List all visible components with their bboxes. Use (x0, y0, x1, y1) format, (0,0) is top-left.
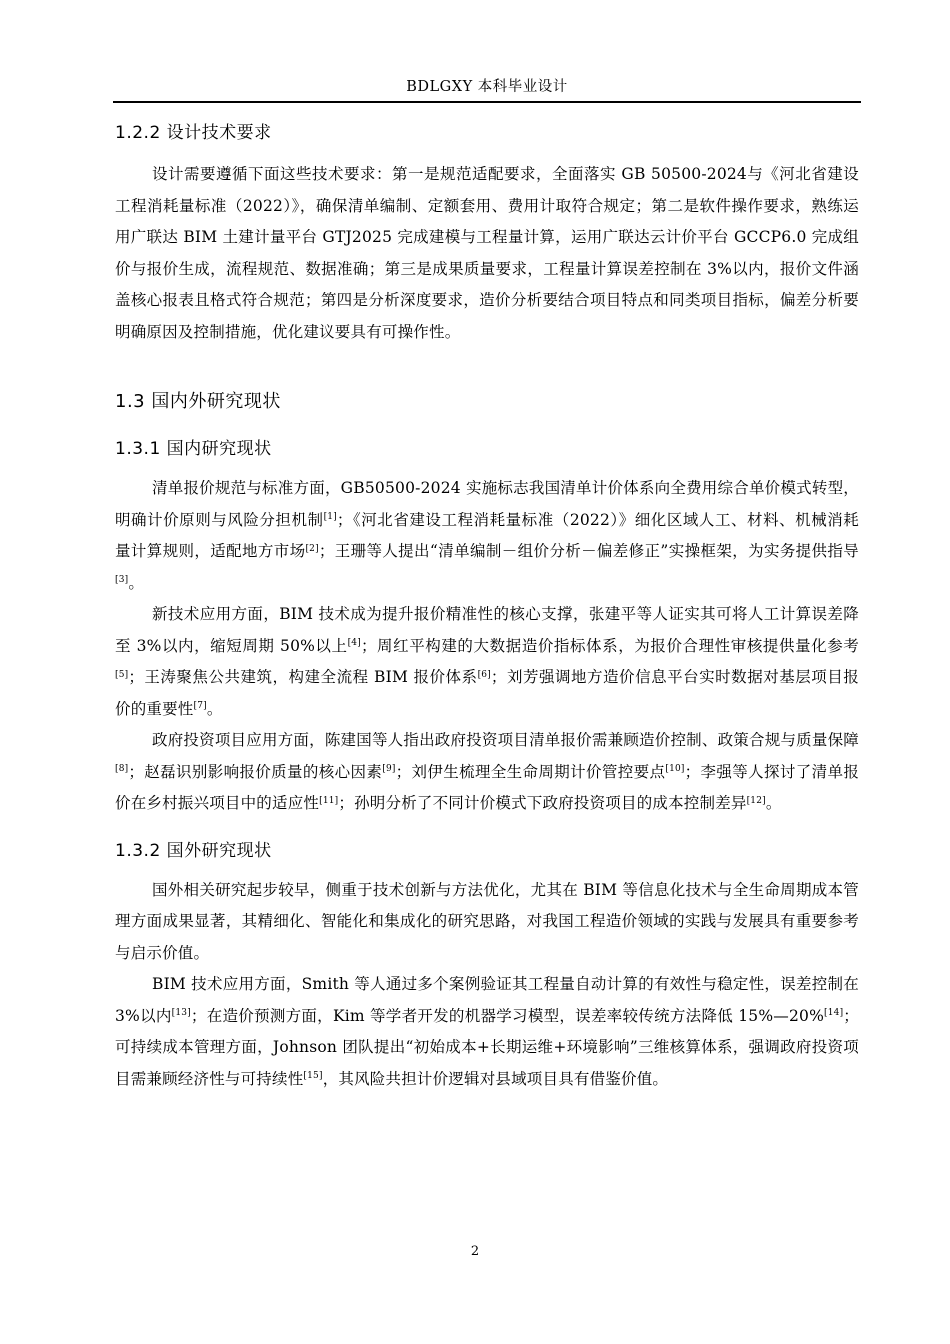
citation-4[interactable]: [4] (347, 638, 361, 649)
paragraph-text: ；赵磊识别影响报价质量的核心因素 (128, 762, 383, 781)
paragraph-text: 政府投资项目应用方面，陈建国等人指出政府投资项目清单报价需兼顾造价控制、政策合规与质量保障 (152, 731, 859, 749)
citation-12[interactable]: [12] (746, 795, 766, 806)
paragraph-text: ；李强等人探讨了清单报价在乡村振兴项目中的适应性 (115, 762, 860, 812)
paragraph-text: 国外相关研究起步较早，侧重于技术创新与方法优化，尤其在 BIM 等信息化技术与全生命周期成本管理方面成果显著，其精细化、智能化和集成化的研究思路，对我国工程造价领域的实践与发展具有重要参考与启示价值。 (115, 880, 859, 962)
citation-8[interactable]: [8] (115, 764, 129, 775)
paragraph (115, 159, 859, 348)
paragraph-text: ；可持续成本管理方面，Johnson 团队提出“初始成本+长期运维+环境影响”三维核算体系，强调政府投资项目需兼顾经济性与可持续性 (115, 1006, 859, 1088)
paragraph (115, 969, 859, 1095)
paragraph-text: ；王涛聚焦公共建筑，构建全流程 BIM 报价体系 (128, 668, 478, 686)
section-body-1-3-1 (115, 473, 859, 820)
header-rule (113, 101, 861, 103)
section-heading-1-3-2: 1.3.2 国外研究现状 (115, 840, 272, 861)
paragraph (115, 599, 859, 725)
paragraph-text: ；周红平构建的大数据造价指标体系，为报价合理性审核提供量化参考 (360, 636, 860, 655)
paragraph-text: ；孙明分析了不同计价模式下政府投资项目的成本控制差异 (338, 794, 747, 812)
paragraph-text: 新技术应用方面，BIM 技术成为提升报价精准性的核心支撑，张建平等人证实其可将人工计算误差降至 3%以内，缩短周期 50%以上 (115, 605, 859, 655)
body-content (115, 113, 859, 1095)
citation-13[interactable]: [13] (171, 1008, 191, 1019)
paragraph-text: ；刘伊生梳理全生命周期计价管控要点 (395, 762, 666, 781)
section-body-1-2-2 (115, 159, 859, 348)
citation-9[interactable]: [9] (382, 764, 396, 775)
citation-5[interactable]: [5] (115, 669, 129, 680)
citation-2[interactable]: [2] (305, 543, 319, 554)
paragraph (115, 725, 859, 820)
section-heading-1-3: 1.3 国内外研究现状 (115, 391, 281, 412)
citation-15[interactable]: [15] (303, 1071, 323, 1082)
citation-14[interactable]: [14] (824, 1008, 844, 1019)
citation-7[interactable]: [7] (193, 701, 207, 712)
paragraph-text: ；刘芳强调地方造价信息平台实时数据对基层项目报价的重要性 (115, 668, 859, 718)
paragraph-text: 。 (128, 573, 145, 592)
paragraph-text: 设计需要遵循下面这些技术要求：第一是规范适配要求，全面落实 GB 50500-2024与《河北省建设工程消耗量标准（2022）》，确保清单编制、定额套用、费用计取符合规定；第二是软件操作要求，熟练运用广联达 BIM 土建计量平台 GTJ2025 完成建模与工程量计算，运用广联达云计价平台 GCCP6.0 完成组价与报价生成，流程规范、数据准确；第三是成果质量要求，工程量计算误差控制在 3%以内，报价文件涵盖核心报表且格式符合规范；第四是分析深度要求，造价分析要结合项目特点和同类项目指标，偏差分析要明确原因及控制措施，优化建议要具有可操作性。 (115, 165, 859, 341)
paragraph-text: ；在造价预测方面，Kim 等学者开发的机器学习模型，误差率较传统方法降低 15%—20% (190, 1006, 825, 1025)
section-heading-1-3-1: 1.3.1 国内研究现状 (115, 439, 272, 459)
citation-6[interactable]: [6] (477, 669, 491, 680)
citation-11[interactable]: [11] (319, 795, 339, 806)
paragraph-text: 清单报价规范与标准方面，GB50500-2024 实施标志我国清单计价体系向全费用综合单价模式转型，明确计价原则与风险分担机制 (115, 479, 859, 529)
page-number: 2 (470, 1244, 480, 1259)
section-heading-1-2-2: 1.2.2 设计技术要求 (115, 123, 272, 143)
paragraph (115, 875, 859, 970)
paragraph-text: ；王珊等人提出“清单编制－组价分析－偏差修正”实操框架，为实务提供指导 (318, 542, 859, 560)
citation-1[interactable]: [1] (323, 512, 337, 523)
paragraph-text: ，其风险共担计价逻辑对县域项目具有借鉴价值。 (322, 1069, 669, 1088)
paragraph (115, 473, 859, 599)
running-header: BDLGXY 本科毕业设计 (406, 79, 568, 95)
paragraph-text: 。 (765, 794, 782, 812)
paragraph-text: ；《河北省建设工程消耗量标准（2022）》细化区域人工、材料、机械消耗量计算规则，适配地方市场 (115, 510, 859, 560)
paragraph-text: BIM 技术应用方面，Smith 等人通过多个案例验证其工程量自动计算的有效性与稳定性，误差控制在 3%以内 (115, 975, 859, 1025)
paragraph-text: 。 (206, 699, 223, 718)
citation-3[interactable]: [3] (115, 575, 129, 586)
section-body-1-3-2 (115, 875, 859, 1096)
citation-10[interactable]: [10] (665, 764, 685, 775)
